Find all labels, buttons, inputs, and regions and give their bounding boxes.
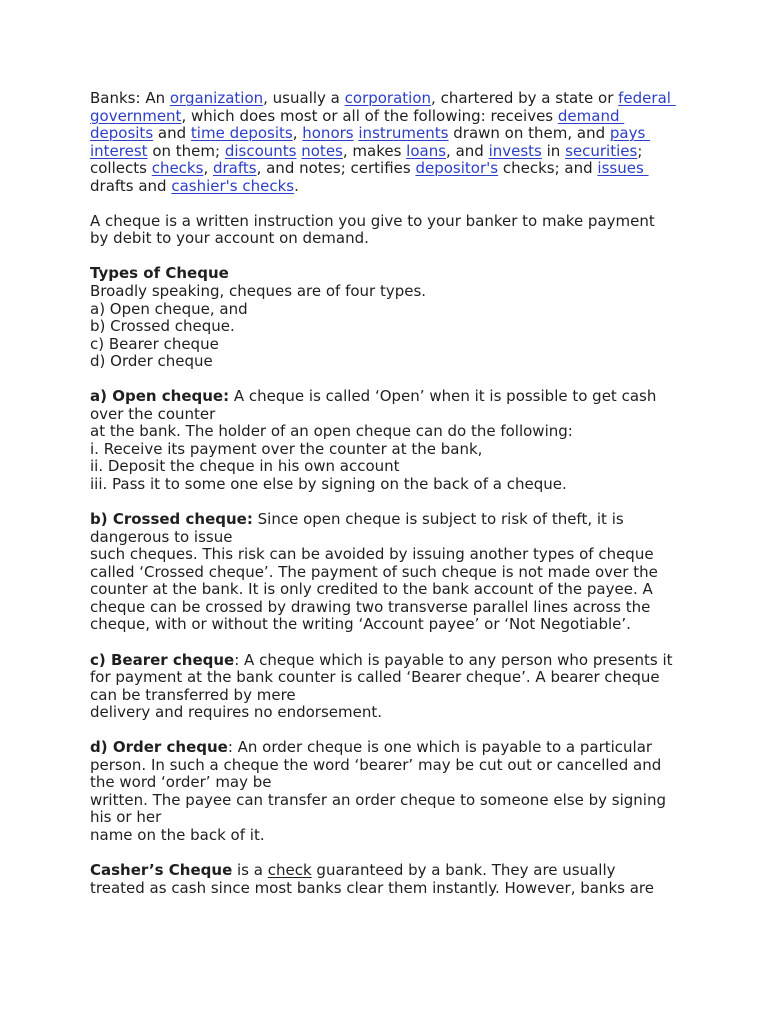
link-invests[interactable]: invests bbox=[488, 141, 542, 160]
text-line: by debit to your account on demand. bbox=[90, 229, 369, 248]
cashers-cheque-section bbox=[90, 862, 750, 897]
text-line: person. In such a cheque the word ‘bearer’ may be cut out or cancelled and bbox=[90, 755, 662, 774]
section-heading: Types of Cheque bbox=[90, 264, 229, 283]
text-run: A cheque is called ‘Open’ when it is possible to get cash bbox=[229, 387, 657, 406]
link-federal-government[interactable]: federal bbox=[618, 89, 676, 107]
text-line: Broadly speaking, cheques are of four types. bbox=[90, 282, 427, 301]
link-loans[interactable]: loans bbox=[406, 141, 447, 160]
text-line bbox=[90, 90, 750, 108]
text-line bbox=[90, 125, 750, 143]
text-line: cheque can be crossed by drawing two transverse parallel lines across the bbox=[90, 597, 651, 616]
link-notes[interactable]: notes bbox=[301, 141, 343, 160]
link-corporation[interactable]: corporation bbox=[344, 89, 432, 107]
text-run: , usually a bbox=[263, 89, 345, 107]
link-instruments[interactable]: instruments bbox=[358, 124, 449, 143]
order-cheque-section bbox=[90, 739, 750, 844]
text-line bbox=[90, 739, 750, 757]
text-line: called ‘Crossed cheque’. The payment of such cheque is not made over the bbox=[90, 562, 658, 581]
text-line: such cheques. This risk can be avoided by issuing another types of cheque bbox=[90, 545, 654, 564]
text-run: in bbox=[541, 141, 566, 160]
text-line: can be transferred by mere bbox=[90, 685, 296, 704]
text-line: for payment at the bank counter is called ‘Bearer cheque’. A bearer cheque bbox=[90, 668, 660, 687]
intro-paragraph bbox=[90, 90, 750, 195]
text-line bbox=[90, 388, 750, 406]
order-cheque-term: d) Order cheque bbox=[90, 738, 228, 757]
text-run: , and notes; certifies bbox=[256, 159, 416, 178]
text-line: at the bank. The holder of an open cheque can do the following: bbox=[90, 422, 573, 441]
link-demand-deposits[interactable]: deposits bbox=[90, 124, 154, 143]
text-run: checks; and bbox=[498, 159, 598, 178]
crossed-cheque-term: b) Crossed cheque: bbox=[90, 510, 253, 529]
text-line bbox=[90, 652, 750, 670]
text-run: collects bbox=[90, 159, 152, 178]
text-line: over the counter bbox=[90, 404, 216, 423]
list-item: i. Receive its payment over the counter at the bank, bbox=[90, 439, 483, 458]
text-run: , which does most or all of the following: receives bbox=[181, 106, 558, 125]
text-run: and bbox=[153, 124, 191, 143]
list-item: c) Bearer cheque bbox=[90, 334, 219, 353]
text-line: counter at the bank. It is only credited to the bank account of the payee. A bbox=[90, 580, 653, 599]
text-line: delivery and requires no endorsement. bbox=[90, 703, 382, 722]
cheque-definition-paragraph bbox=[90, 213, 750, 248]
text-run: Banks: An bbox=[90, 89, 170, 107]
text-line bbox=[90, 108, 750, 126]
text-line: dangerous to issue bbox=[90, 527, 233, 546]
link-federal-government[interactable]: government bbox=[90, 106, 182, 125]
text-run: , bbox=[292, 124, 303, 143]
text-run: : An order cheque is one which is payable to a particular bbox=[227, 738, 653, 757]
link-depositors[interactable]: depositor's bbox=[415, 159, 499, 178]
types-of-cheque-section bbox=[90, 265, 750, 370]
open-cheque-term: a) Open cheque: bbox=[90, 387, 230, 406]
link-drafts[interactable]: drafts bbox=[212, 159, 257, 178]
text-run: . bbox=[294, 176, 299, 195]
open-cheque-section bbox=[90, 388, 750, 493]
link-cashiers-checks[interactable]: cashier's checks bbox=[171, 176, 295, 195]
text-line: name on the back of it. bbox=[90, 825, 265, 844]
document-body bbox=[90, 90, 750, 915]
link-checks[interactable]: checks bbox=[151, 159, 204, 178]
bearer-cheque-section bbox=[90, 652, 750, 722]
text-run: drawn on them, and bbox=[448, 124, 610, 143]
list-item: a) Open cheque, and bbox=[90, 299, 248, 318]
link-securities[interactable]: securities bbox=[565, 141, 638, 160]
text-line bbox=[90, 143, 750, 161]
text-run: : A cheque which is payable to any person who presents it bbox=[234, 650, 673, 669]
cashers-cheque-term: Casher’s Cheque bbox=[90, 861, 233, 880]
link-issues[interactable]: issues bbox=[597, 159, 649, 178]
link-time-deposits[interactable]: time deposits bbox=[190, 124, 293, 143]
text-line: A cheque is a written instruction you give to your banker to make payment bbox=[90, 211, 655, 230]
text-line: the word ‘order’ may be bbox=[90, 773, 272, 792]
bearer-cheque-term: c) Bearer cheque bbox=[90, 650, 235, 669]
link-organization[interactable]: organization bbox=[169, 89, 264, 107]
text-line bbox=[90, 160, 750, 178]
text-line bbox=[90, 862, 750, 880]
text-line: written. The payee can transfer an order cheque to someone else by signing bbox=[90, 790, 666, 809]
link-pays-interest[interactable]: interest bbox=[90, 141, 148, 160]
list-item: iii. Pass it to some one else by signing on the back of a cheque. bbox=[90, 475, 567, 494]
link-check[interactable]: check bbox=[267, 861, 312, 880]
text-line: his or her bbox=[90, 808, 162, 827]
text-run: drafts and bbox=[90, 176, 172, 195]
list-item: b) Crossed cheque. bbox=[90, 317, 235, 336]
text-run: on them; bbox=[147, 141, 225, 160]
link-demand-deposits[interactable]: demand bbox=[557, 106, 625, 125]
text-run: , and bbox=[446, 141, 489, 160]
text-line: cheque, with or without the writing ‘Account payee’ or ‘Not Negotiable’. bbox=[90, 615, 631, 634]
link-discounts[interactable]: discounts bbox=[224, 141, 297, 160]
text-run: Since open cheque is subject to risk of theft, it is bbox=[252, 510, 624, 529]
text-run: ; bbox=[637, 141, 643, 160]
link-honors[interactable]: honors bbox=[302, 124, 354, 143]
text-run: , bbox=[203, 159, 213, 178]
text-run: , makes bbox=[342, 141, 407, 160]
link-pays-interest[interactable]: pays bbox=[609, 124, 651, 143]
text-line bbox=[90, 511, 750, 529]
text-run: , chartered by a state or bbox=[431, 89, 619, 107]
list-item: ii. Deposit the cheque in his own account bbox=[90, 457, 400, 476]
text-line bbox=[90, 178, 750, 196]
text-run: is a bbox=[232, 861, 268, 880]
text-line: treated as cash since most banks clear them instantly. However, banks are bbox=[90, 878, 654, 897]
crossed-cheque-section bbox=[90, 511, 750, 634]
text-run: guaranteed by a bank. They are usually bbox=[311, 861, 616, 880]
list-item: d) Order cheque bbox=[90, 352, 213, 371]
